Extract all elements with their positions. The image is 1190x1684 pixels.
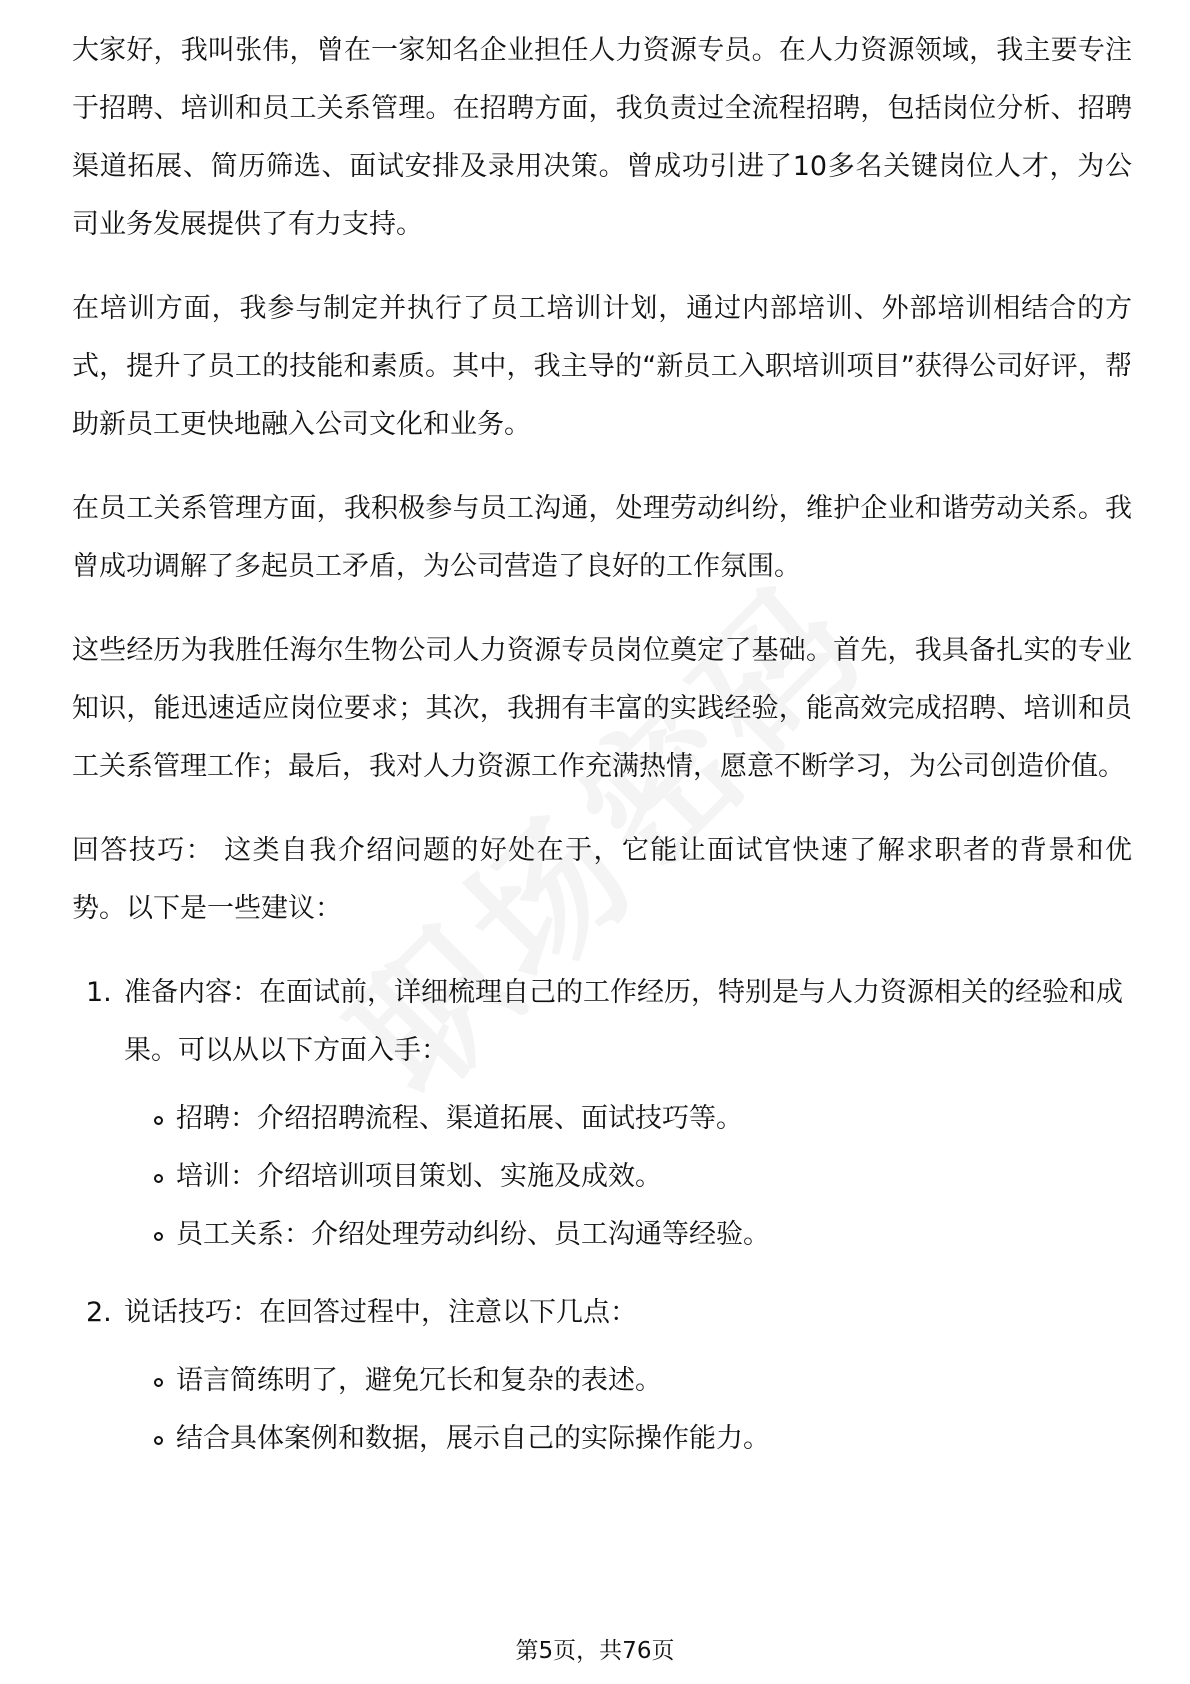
paragraph-employee-relations: 在员工关系管理方面，我积极参与员工沟通，处理劳动纠纷，维护企业和谐劳动关系。我曾成功调解了多起员工矛盾，为公司营造了良好的工作氛围。 xyxy=(72,493,1132,582)
list-item-prepare-content xyxy=(72,964,1132,1080)
paragraph-answer-tips: 回答技巧： 这类自我介绍问题的好处在于，它能让面试官快速了解求职者的背景和优势。以下是一些建议： xyxy=(72,835,1132,924)
list-item-speaking-skills xyxy=(72,1284,1132,1342)
list-number: 1. xyxy=(86,977,112,1008)
list-number: 2. xyxy=(86,1297,112,1328)
page-footer: 第5页，共76页 xyxy=(515,1638,675,1664)
bullet-circle-icon xyxy=(154,1378,163,1387)
bullet-text: 结合具体案例和数据，展示自己的实际操作能力。 xyxy=(176,1423,770,1454)
document-body xyxy=(72,26,1132,1488)
list-item-text: 说话技巧：在回答过程中，注意以下几点： xyxy=(124,1297,637,1328)
bullet-text: 培训：介绍培训项目策划、实施及成效。 xyxy=(176,1161,662,1192)
bullet-item xyxy=(72,1090,1132,1148)
bullet-item xyxy=(72,1352,1132,1410)
bullet-item xyxy=(72,1410,1132,1468)
bullet-item xyxy=(72,1148,1132,1206)
bullet-circle-icon xyxy=(154,1232,163,1241)
bullet-text: 语言简练明了，避免冗长和复杂的表述。 xyxy=(176,1365,662,1396)
bullet-list xyxy=(72,1352,1132,1468)
bullet-circle-icon xyxy=(154,1174,163,1183)
bullet-text: 招聘：介绍招聘流程、渠道拓展、面试技巧等。 xyxy=(176,1103,743,1134)
paragraph-qualification: 这些经历为我胜任海尔生物公司人力资源专员岗位奠定了基础。首先，我具备扎实的专业知识，能迅速适应岗位要求；其次，我拥有丰富的实践经验，能高效完成招聘、培训和员工关系管理工作；最后，我对人力资源工作充满热情，愿意不断学习，为公司创造价值。 xyxy=(72,635,1132,782)
list-item-text: 准备内容：在面试前，详细梳理自己的工作经历，特别是与人力资源相关的经验和成果。可以从以下方面入手： xyxy=(124,977,1123,1066)
bullet-list xyxy=(72,1090,1132,1264)
bullet-item xyxy=(72,1206,1132,1264)
paragraph-training: 在培训方面，我参与制定并执行了员工培训计划，通过内部培训、外部培训相结合的方式，提升了员工的技能和素质。其中，我主导的“新员工入职培训项目”获得公司好评，帮助新员工更快地融入公司文化和业务。 xyxy=(72,293,1132,440)
bullet-circle-icon xyxy=(154,1436,163,1445)
bullet-circle-icon xyxy=(154,1116,163,1125)
bullet-text: 员工关系：介绍处理劳动纠纷、员工沟通等经验。 xyxy=(176,1219,770,1250)
paragraph-intro: 大家好，我叫张伟，曾在一家知名企业担任人力资源专员。在人力资源领域，我主要专注于招聘、培训和员工关系管理。在招聘方面，我负责过全流程招聘，包括岗位分析、招聘渠道拓展、简历筛选、面试安排及录用决策。曾成功引进了10多名关键岗位人才，为公司业务发展提供了有力支持。 xyxy=(72,35,1132,240)
